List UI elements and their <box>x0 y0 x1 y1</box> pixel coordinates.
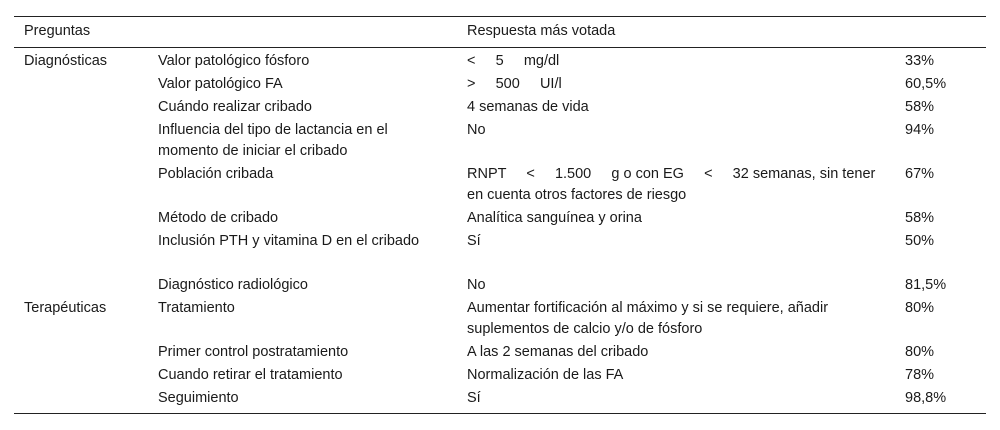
row-answer: > 500 UI/l <box>467 76 562 92</box>
row-answer: Normalización de las FA <box>467 367 624 383</box>
row-percentage: 80% <box>905 344 935 360</box>
row-percentage: 58% <box>905 210 935 226</box>
top-rule <box>14 16 986 17</box>
row-answer: Sí <box>467 233 481 249</box>
row-question: Método de cribado <box>158 210 279 226</box>
row-group: Diagnósticas <box>24 53 108 69</box>
row-answer: Analítica sanguínea y orina <box>467 210 642 226</box>
row-percentage: 78% <box>905 367 935 383</box>
header-answer: Respuesta más votada <box>467 23 616 39</box>
row-question: Seguimiento <box>158 390 239 406</box>
row-question: Inclusión PTH y vitamina D en el cribado <box>158 233 420 249</box>
row-group: Terapéuticas <box>24 300 107 316</box>
row-answer: Aumentar fortificación al máximo y si se requiere, añadir suplementos de calcio y/o de fósforo <box>467 300 833 337</box>
row-question: Diagnóstico radiológico <box>158 277 308 293</box>
row-answer: RNPT < 1.500 g o con EG < 32 semanas, sin tener en cuenta otros factores de riesgo <box>467 166 880 203</box>
row-percentage: 58% <box>905 99 935 115</box>
row-answer: No <box>467 277 486 293</box>
row-percentage: 94% <box>905 122 935 138</box>
header-questions: Preguntas <box>24 23 91 39</box>
row-question: Población cribada <box>158 166 274 182</box>
row-percentage: 67% <box>905 166 935 182</box>
row-question: Valor patológico fósforo <box>158 53 310 69</box>
row-question: Cuando retirar el tratamiento <box>158 367 343 383</box>
row-percentage: 33% <box>905 53 935 69</box>
row-answer: < 5 mg/dl <box>467 53 560 69</box>
row-question: Cuándo realizar cribado <box>158 99 312 115</box>
row-question: Valor patológico FA <box>158 76 283 92</box>
row-percentage: 60,5% <box>905 76 947 92</box>
row-answer: Sí <box>467 390 481 406</box>
row-answer: 4 semanas de vida <box>467 99 589 115</box>
row-percentage: 50% <box>905 233 935 249</box>
bottom-rule <box>14 413 986 414</box>
row-question: Tratamiento <box>158 300 235 316</box>
row-percentage: 81,5% <box>905 277 947 293</box>
row-percentage: 80% <box>905 300 935 316</box>
row-percentage: 98,8% <box>905 390 947 406</box>
row-question: Influencia del tipo de lactancia en el momento de iniciar el cribado <box>158 122 392 159</box>
row-question: Primer control postratamiento <box>158 344 349 360</box>
row-answer: A las 2 semanas del cribado <box>467 344 649 360</box>
header-rule <box>14 47 986 48</box>
row-answer: No <box>467 122 486 138</box>
